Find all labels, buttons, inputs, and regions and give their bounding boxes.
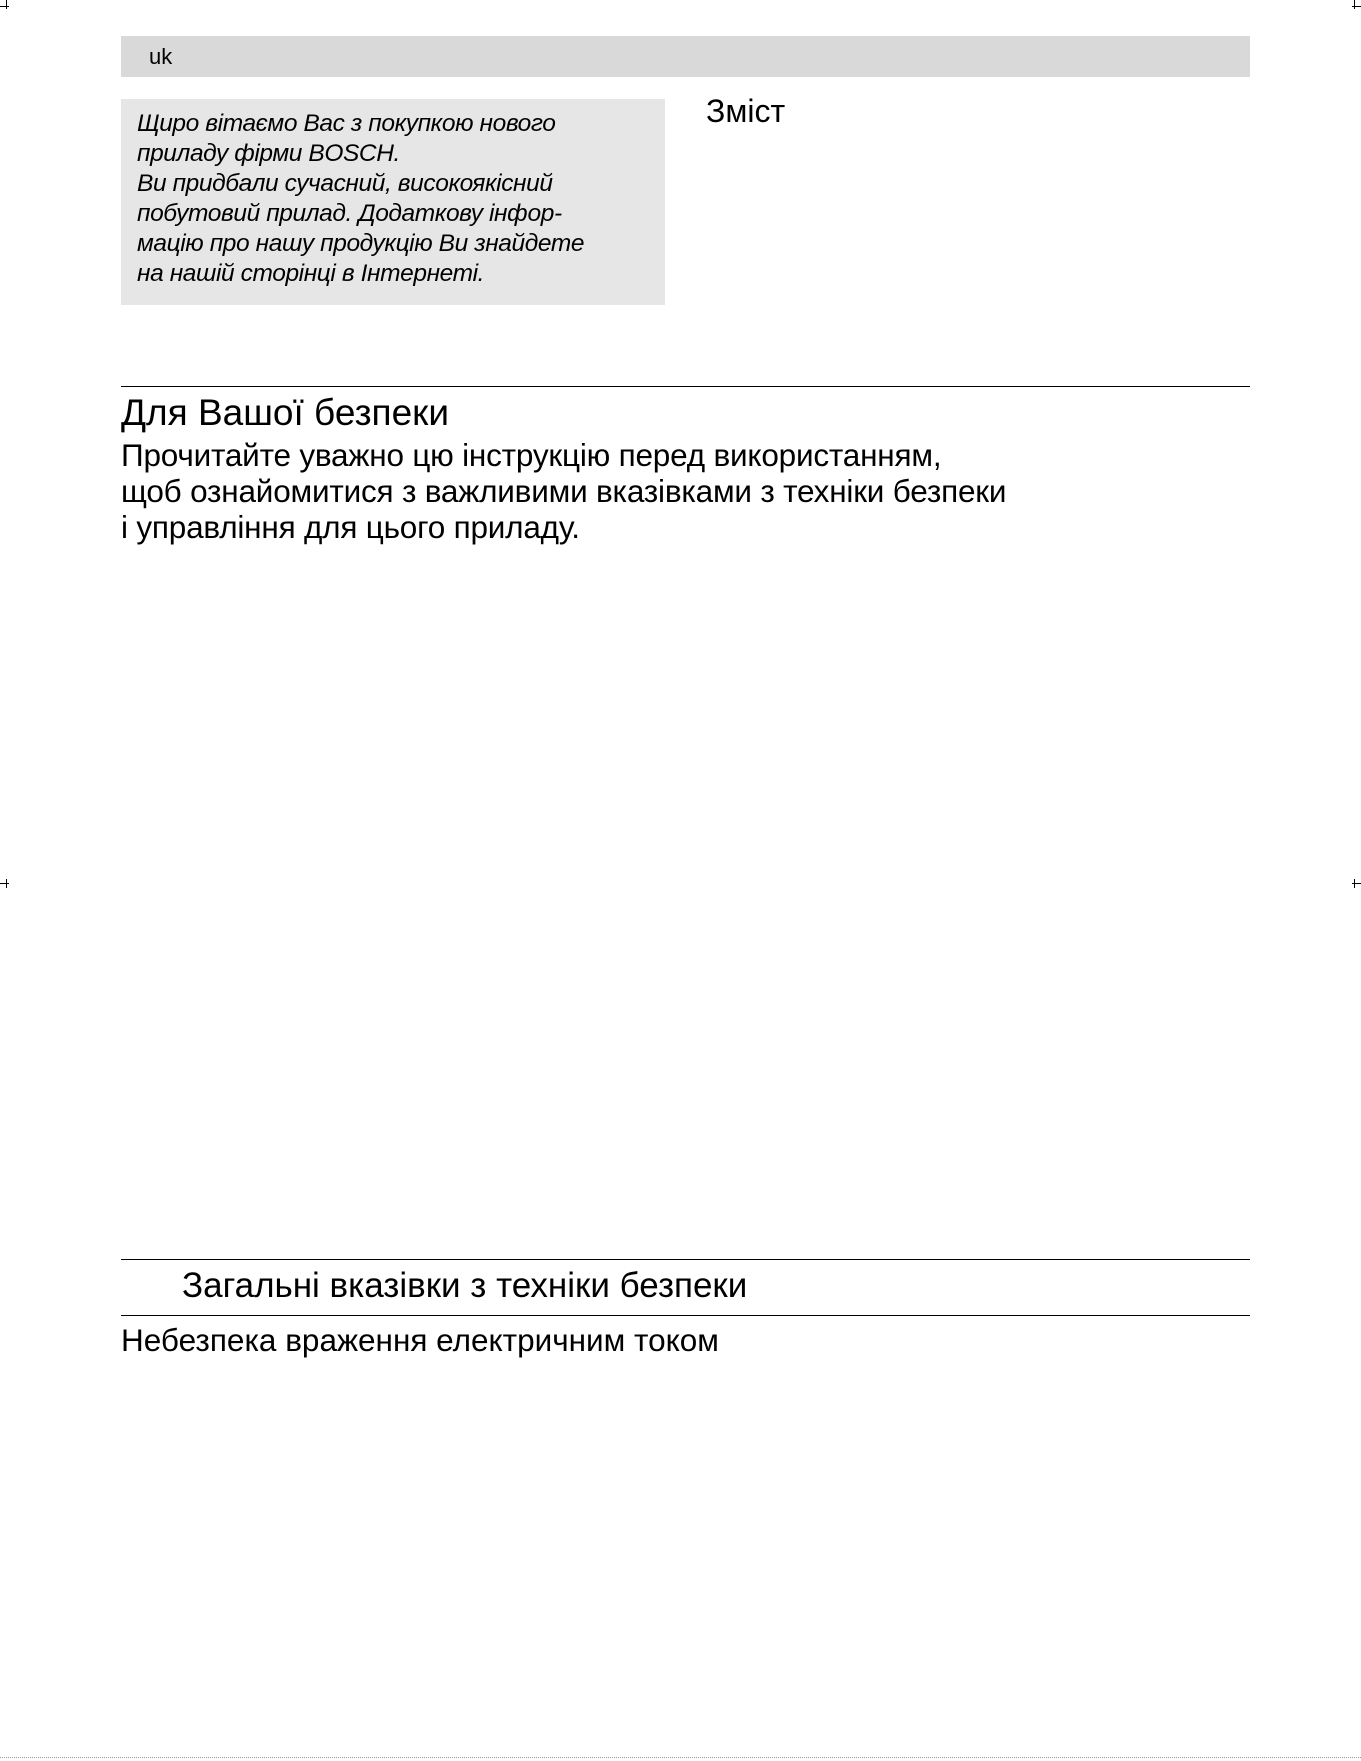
welcome-line: мацію про нашу продукцію Ви знайдете — [137, 230, 585, 257]
general-safety-title: Загальні вказівки з техніки безпеки — [182, 1266, 748, 1305]
crop-mark — [0, 883, 9, 884]
crop-mark — [0, 6, 9, 7]
section-divider — [121, 386, 1250, 387]
page-edge-line — [0, 1757, 1361, 1758]
contents-title: Зміст — [706, 93, 786, 129]
welcome-box — [121, 99, 665, 305]
safety-section-title: Для Вашої безпеки — [121, 392, 450, 433]
safety-intro-line: і управління для цього приладу. — [121, 509, 580, 545]
welcome-line: приладу фірми BOSCH. — [137, 140, 400, 167]
section-divider — [121, 1259, 1250, 1260]
welcome-line: побутовий прилад. Додаткову інфор- — [137, 200, 562, 227]
crop-mark — [6, 879, 7, 888]
safety-intro-line: щоб ознайомитися з важливими вказівками з техніки безпеки — [121, 473, 1007, 509]
crop-mark — [1354, 0, 1355, 9]
section-divider — [121, 1315, 1250, 1316]
safety-intro-line: Прочитайте уважно цю інструкцію перед використанням, — [121, 437, 942, 473]
crop-mark — [1354, 879, 1355, 888]
welcome-line: Ви придбали сучасний, високоякісний — [137, 170, 553, 197]
language-header-bar — [121, 36, 1250, 77]
language-code: uk — [149, 44, 173, 69]
welcome-line: Щиро вітаємо Вас з покупкою нового — [137, 110, 556, 137]
welcome-line: на нашій сторінці в Інтернеті. — [137, 260, 485, 287]
crop-mark — [6, 0, 7, 9]
electric-shock-hazard-title: Небезпека враження електричним током — [121, 1322, 719, 1358]
